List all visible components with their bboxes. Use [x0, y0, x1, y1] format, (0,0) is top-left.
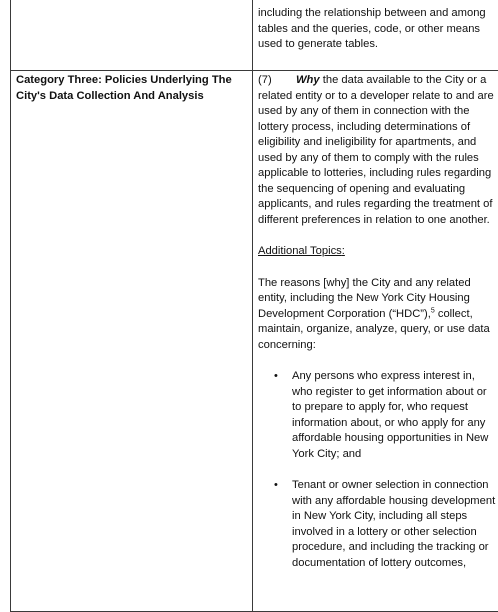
table-cell-right	[253, 0, 498, 71]
topics-table	[10, 0, 498, 612]
subheading	[258, 244, 497, 260]
table-cell-left	[11, 71, 253, 612]
table-row	[11, 0, 498, 71]
footnote-ref: 5	[431, 307, 435, 314]
item-number: (7)	[258, 73, 296, 89]
paragraph-text-end: collect, maintain, organize, analyze, query, or use data concerning:	[258, 308, 490, 351]
continued-text: including the relationship between and among tables and the queries, code, or other means used to generate tables.	[258, 6, 497, 53]
item-emphasis: Why	[296, 74, 320, 86]
paragraph-text-start: The reasons [why] the City and any related entity, including the New York City Housing Development Corporation (“HDC”),	[258, 277, 471, 320]
bullet-icon: •	[274, 478, 278, 494]
bullet-icon: •	[274, 369, 278, 385]
subheading-label: Additional Topics	[258, 245, 342, 257]
bullet-list	[258, 369, 497, 571]
table-cell-right	[253, 71, 498, 612]
list-item-text: Any persons who express interest in, who register to get information about or to prepare to apply for, who request information about, or who apply for any affordable housing opportunities in New York City; and	[292, 370, 488, 460]
list-item	[258, 478, 497, 571]
list-item-text: Tenant or owner selection in connection with any affordable housing development in New York City, including all steps involved in a lottery or other selection procedure, and including the tracking or documentation of lottery outcomes,	[292, 479, 495, 569]
paragraph	[258, 276, 497, 354]
list-item	[258, 369, 497, 462]
category-heading: Category Three: Policies Underlying The City's Data Collection And Analysis	[16, 73, 248, 104]
numbered-item	[258, 73, 497, 228]
table-row	[11, 71, 498, 612]
subheading-colon: :	[342, 245, 345, 257]
table-cell-left	[11, 0, 253, 71]
item-text: the data available to the City or a related entity or to a developer relate to and are used by any of them in connection with the lottery process, including determinations of eligibility and ineligibility for apartments, and used by any of them to comply with the rules applicable to lotteries, including rules regarding the sequencing of opening and evaluating applicants, and rules regarding the treatment of different preferences in relation to one another.	[258, 74, 494, 226]
